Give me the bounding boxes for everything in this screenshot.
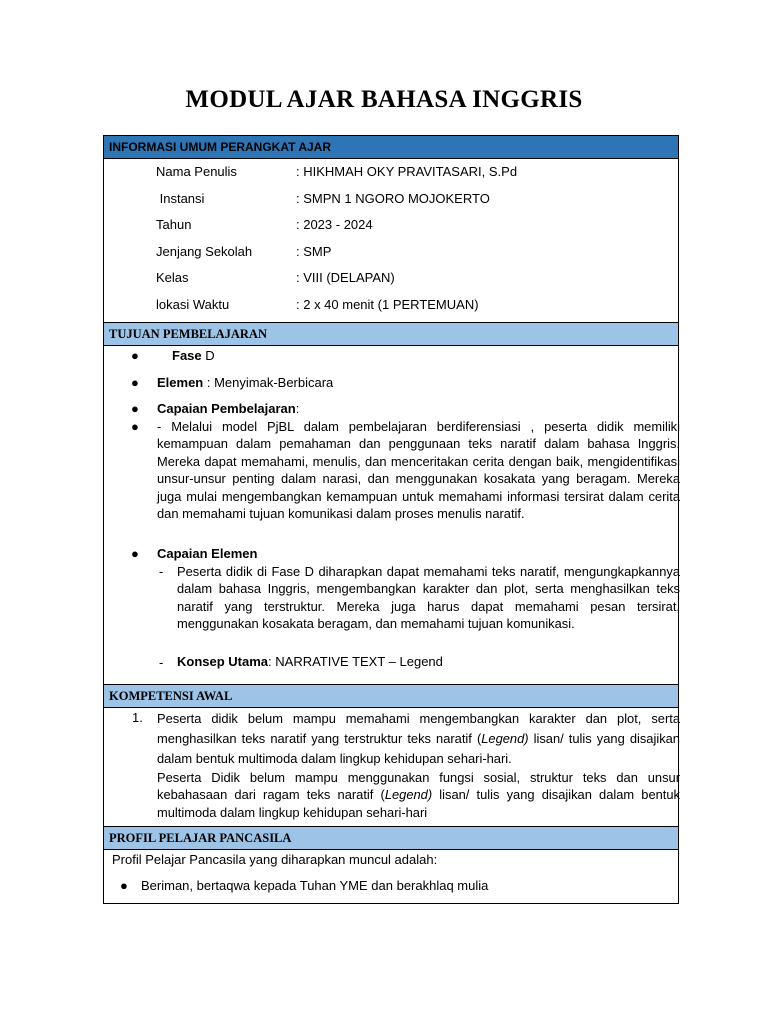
konsep-value: : NARRATIVE TEXT – Legend (268, 653, 443, 669)
bullet-icon: ● (131, 374, 139, 390)
fase-label: Fase (172, 347, 202, 363)
kompetensi-p2-italic: Legend) (384, 787, 433, 803)
section-header-profil: PROFIL PELAJAR PANCASILA (104, 827, 678, 850)
page-title: MODUL AJAR BAHASA INGGRIS (185, 86, 583, 113)
profil-item: Beriman, bertaqwa kepada Tuhan YME dan berakhlaq mulia (141, 877, 489, 893)
profil-intro: Profil Pelajar Pancasila yang diharapkan muncul adalah: (112, 851, 438, 867)
fase-line (172, 348, 215, 363)
info-row-jenjang (104, 239, 678, 266)
section-header-kompetensi: KOMPETENSI AWAL (104, 685, 678, 708)
info-label: lokasi Waktu (156, 296, 230, 312)
info-value: : 2023 - 2024 (296, 217, 373, 233)
bullet-icon: ● (120, 877, 128, 893)
konsep-line (177, 654, 443, 669)
info-row-penulis (104, 159, 678, 186)
capaian-label: Capaian Pembelajaran (157, 400, 296, 416)
info-label: Nama Penulis (156, 164, 237, 179)
module-table (103, 135, 679, 904)
kompetensi-p1-italic: Legend) (481, 730, 529, 746)
capaian-line (157, 401, 299, 416)
kompetensi-section (104, 708, 678, 827)
kompetensi-p2-b: lisan/ tulis yang disajikan dalam bentuk multimoda dalam lingkup kehidupan sehari-hari (157, 787, 680, 820)
kompetensi-p1-a: Peserta didik belum mampu memahami mengembangkan karakter dan plot, serta menghasilkan teks naratif yang terstruktur teks naratif ( (157, 710, 680, 746)
kompetensi-p2-a: Peserta Didik belum mampu menggunakan fungsi sosial, struktur teks dan unsur kebahasaan dari ragam teks naratif ( (157, 769, 680, 803)
kompetensi-p1-b: lisan/ tulis yang disajikan dalam bentuk multimoda dalam lingkup kehidupan sehari-hari. (157, 730, 680, 766)
bullet-icon: ● (131, 545, 139, 561)
list-number: 1. (132, 709, 143, 725)
capaian-elemen-line (157, 546, 257, 561)
capaian-elemen-text: Peserta didik di Fase D diharapkan dapat memahami teks naratif, mengungkapkannya dalam bahasa Inggris, mengembangkan karakter dan plot, serta menghasilkan teks naratif yang terstruktur. Mereka juga harus dapat memahami pesan tersirat, menggunakan kosakata beragam, dan memahami tujuan komunikasi. (177, 563, 680, 632)
info-value: : SMPN 1 NGORO MOJOKERTO (296, 190, 490, 206)
bullet-icon: ● (131, 400, 139, 416)
elemen-line (157, 375, 333, 390)
profil-section (104, 850, 678, 903)
kompetensi-paragraph-1 (157, 709, 680, 769)
fase-value: D (201, 347, 215, 363)
konsep-label: Konsep Utama (177, 653, 269, 669)
info-row-tahun (104, 212, 678, 239)
info-value: : 2 x 40 menit (1 PERTEMUAN) (296, 296, 479, 312)
capaian-text: - Melalui model PjBL dalam pembelajaran berdiferensiasi , peserta didik memiliki kemampuan dalam pemahaman dan penggunaan teks naratif dalam bahasa Inggris. Mereka dapat memahami, menulis, dan menceritakan cerita dengan baik, mengidentifikasi unsur-unsur penting dalam narasi, dan menggunakan kosakata yang beragam. Mereka juga mulai mengembangkan kemampuan untuk memahami informasi tersirat dalam cerita dan memahami tujuan komunikasi dalam proses menulis naratif. (157, 418, 680, 522)
elemen-value: : Menyimak-Berbicara (203, 374, 334, 390)
info-label: Kelas (156, 270, 189, 286)
capaian-colon: : (295, 400, 300, 416)
info-row-kelas (104, 265, 678, 292)
section-header-tujuan: TUJUAN PEMBELAJARAN (104, 323, 678, 346)
info-value: : VIII (DELAPAN) (296, 270, 395, 286)
elemen-label: Elemen (157, 374, 204, 390)
info-value: : SMP (296, 243, 332, 259)
info-label: Instansi (156, 190, 205, 206)
section-header-informasi: INFORMASI UMUM PERANGKAT AJAR (104, 136, 678, 159)
info-section (104, 159, 678, 323)
capaian-elemen-label: Capaian Elemen (157, 545, 258, 561)
info-label: Tahun (156, 217, 192, 233)
info-value: : HIKHMAH OKY PRAVITASARI, S.Pd (296, 164, 518, 179)
dash-marker: - (159, 563, 164, 579)
bullet-icon: ● (131, 418, 139, 434)
info-row-waktu (104, 292, 678, 319)
info-row-instansi (104, 186, 678, 213)
kompetensi-paragraph-2 (157, 769, 680, 822)
bullet-icon: ● (131, 347, 139, 363)
dash-marker: - (159, 654, 164, 670)
info-label: Jenjang Sekolah (156, 243, 253, 259)
tujuan-section (104, 346, 678, 685)
